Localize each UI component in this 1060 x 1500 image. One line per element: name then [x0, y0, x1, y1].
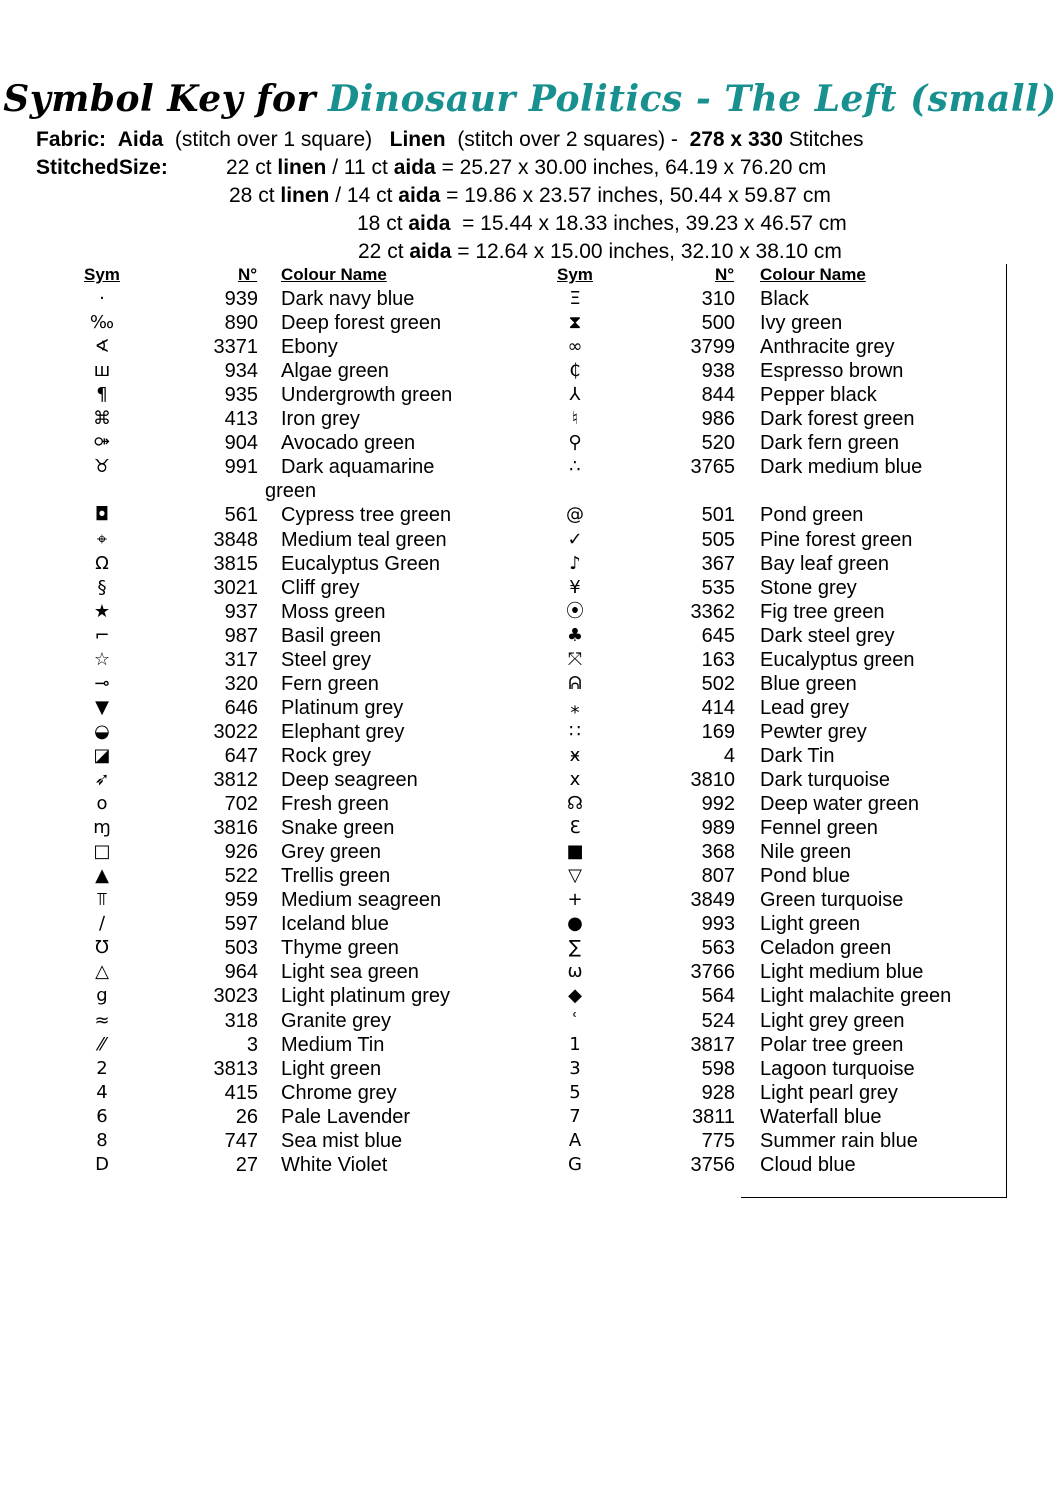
- floss-number: 310: [701, 288, 735, 310]
- header-num-left: N°: [238, 265, 258, 284]
- colour-name: Pond blue: [760, 865, 851, 888]
- floss-number: 987: [224, 624, 258, 647]
- floss-number: 500: [701, 312, 735, 335]
- colour-name: Medium seagreen: [281, 889, 442, 912]
- symbol-glyph: ▽: [568, 865, 582, 887]
- floss-number: 3817: [690, 1033, 735, 1056]
- floss-number: 503: [224, 937, 258, 960]
- colour-name: Dark fern green: [760, 432, 899, 455]
- symbol-glyph: ¥: [569, 576, 581, 598]
- colour-name: Light green: [281, 1057, 382, 1080]
- colour-name: Sea mist blue: [281, 1129, 403, 1152]
- header-num-right: N°: [715, 265, 735, 284]
- symbol-glyph: ɱ: [93, 817, 111, 839]
- colour-name: Lagoon turquoise: [760, 1057, 915, 1080]
- floss-number: 3815: [213, 552, 258, 575]
- floss-number: 890: [224, 312, 258, 335]
- floss-number: 524: [701, 1009, 735, 1032]
- colour-name: Cloud blue: [760, 1153, 856, 1176]
- symbol-glyph: D: [95, 1153, 109, 1175]
- colour-name: Anthracite grey: [760, 336, 895, 359]
- fabric-type: linen: [277, 156, 327, 179]
- symbol-glyph: ω: [567, 961, 583, 983]
- table-border-bottom: [741, 1197, 1007, 1198]
- symbol-glyph: ∴: [569, 456, 581, 478]
- colour-name: Espresso brown: [760, 360, 904, 383]
- floss-number: 414: [701, 696, 735, 719]
- floss-number: 3362: [690, 600, 735, 623]
- floss-number: 3811: [691, 1105, 735, 1128]
- colour-name: Deep water green: [760, 793, 919, 816]
- colour-name: Avocado green: [281, 432, 416, 455]
- floss-number: 702: [224, 793, 258, 816]
- fabric-type: aida: [408, 212, 451, 235]
- fabric-line: [36, 128, 864, 152]
- fabric-type: linen: [280, 184, 330, 207]
- header-sym-left: Sym: [84, 265, 120, 284]
- symbol-glyph: △: [95, 961, 109, 983]
- fabric-aida: Aida: [117, 128, 164, 151]
- colour-name: Rock grey: [281, 744, 372, 767]
- header-sym-right: Sym: [557, 265, 593, 284]
- symbol-glyph: 7: [569, 1105, 581, 1127]
- symbol-glyph: ▼: [95, 696, 109, 718]
- colour-name: Iceland blue: [281, 913, 389, 936]
- floss-number: 3810: [690, 769, 735, 791]
- symbol-glyph: ց: [96, 985, 108, 1007]
- floss-number: 564: [701, 985, 735, 1008]
- size-text: 22 ct: [358, 240, 410, 263]
- floss-number: 904: [224, 432, 258, 455]
- floss-number: 163: [701, 648, 735, 671]
- colour-name: Black: [760, 288, 809, 310]
- symbol-glyph: Ω: [95, 552, 109, 574]
- floss-number: 368: [701, 841, 735, 864]
- symbol-glyph: 5: [569, 1081, 581, 1103]
- symbol-glyph: ∑: [568, 937, 582, 959]
- floss-number: 26: [235, 1105, 258, 1128]
- symbol-glyph: ✓: [567, 528, 583, 550]
- colour-name: Light pearl grey: [760, 1081, 898, 1104]
- colour-name: Ebony: [281, 336, 338, 359]
- floss-number: 937: [224, 600, 258, 623]
- symbol-glyph: ◪: [93, 744, 111, 766]
- table-border-right: [1006, 264, 1007, 1198]
- floss-number: 561: [224, 504, 258, 527]
- size-text: 18 ct: [357, 212, 409, 235]
- floss-number: 597: [224, 913, 258, 936]
- floss-number: 775: [701, 1129, 735, 1152]
- colour-name: Chrome grey: [281, 1081, 397, 1104]
- colour-name: Cypress tree green: [281, 504, 452, 527]
- colour-name: Pond green: [760, 504, 864, 527]
- colour-name: Fresh green: [281, 793, 389, 816]
- colour-name: Deep forest green: [281, 312, 442, 335]
- floss-number: 317: [224, 648, 258, 671]
- symbol-glyph: Ξ: [569, 288, 581, 309]
- symbol-glyph: ◆: [568, 985, 582, 1007]
- floss-number: 647: [224, 744, 258, 767]
- symbol-glyph: @: [566, 504, 584, 526]
- floss-number: 3849: [690, 889, 735, 912]
- title-prefix: Symbol Key for: [3, 78, 317, 120]
- colour-name: Ivy green: [760, 312, 843, 335]
- colour-name: Dark navy blue: [281, 288, 415, 310]
- floss-number: 992: [701, 793, 735, 816]
- floss-number: 4: [723, 744, 735, 767]
- colour-name: Undergrowth green: [281, 384, 453, 407]
- fabric-type: aida: [409, 240, 452, 263]
- stitched-size-line: [358, 240, 842, 264]
- header-name-right: Colour Name: [760, 265, 866, 284]
- colour-name: Light medium blue: [760, 961, 924, 984]
- floss-number: 646: [224, 696, 258, 719]
- symbol-glyph: ∞: [567, 336, 583, 358]
- colour-name: Cliff grey: [281, 576, 360, 599]
- symbol-glyph: ∕: [98, 913, 106, 935]
- colour-name: Fern green: [281, 672, 379, 695]
- stitched-size-line: [357, 212, 847, 236]
- floss-number: 938: [701, 360, 735, 383]
- symbol-glyph: ⫪: [96, 889, 108, 911]
- symbol-glyph: ш: [93, 360, 111, 382]
- symbol-glyph: ¶: [96, 384, 108, 406]
- colour-name: Stone grey: [760, 576, 857, 599]
- symbol-glyph: x: [569, 769, 581, 790]
- colour-name: Bay leaf green: [760, 552, 889, 575]
- floss-number: 993: [701, 913, 735, 936]
- colour-name: Light grey green: [760, 1009, 905, 1032]
- symbol-glyph: ■: [566, 841, 584, 863]
- stitch-count: 278 x 330: [689, 128, 783, 151]
- colour-name: Pine forest green: [760, 528, 913, 551]
- colour-name: Medium Tin: [281, 1033, 385, 1056]
- colour-name: Trellis green: [281, 865, 391, 888]
- colour-name: Lead grey: [760, 696, 849, 719]
- floss-number: 501: [701, 504, 735, 527]
- floss-number: 563: [701, 937, 735, 960]
- fabric-label: Fabric:: [36, 128, 107, 151]
- colour-name: Eucalyptus green: [760, 648, 915, 671]
- floss-number: 535: [701, 576, 735, 599]
- floss-number: 928: [701, 1081, 735, 1104]
- colour-name: Platinum grey: [281, 696, 404, 719]
- colour-name: Blue green: [760, 672, 857, 695]
- symbol-glyph: ⧗: [568, 312, 582, 334]
- size-text: / 11 ct: [326, 156, 394, 179]
- colour-name: Basil green: [281, 624, 382, 647]
- symbol-glyph: ★: [93, 600, 111, 622]
- size-text: = 15.44 x 18.33 inches, 39.23 x 46.57 cm: [450, 212, 847, 235]
- symbol-glyph: ʿ: [572, 1009, 578, 1031]
- colour-name: White Violet: [281, 1153, 388, 1176]
- floss-number: 934: [224, 360, 258, 383]
- floss-number: 598: [701, 1057, 735, 1080]
- floss-number: 3813: [213, 1057, 258, 1080]
- symbol-glyph: ▲: [95, 865, 109, 887]
- symbol-glyph: §: [97, 576, 107, 598]
- colour-name: Thyme green: [281, 937, 399, 960]
- floss-number: 3756: [690, 1153, 735, 1176]
- colour-name: Fig tree green: [760, 600, 885, 623]
- colour-name: Granite grey: [281, 1009, 392, 1032]
- fabric-linen-note: (stitch over 2 squares) -: [457, 128, 678, 151]
- floss-number: 991: [224, 456, 258, 479]
- symbol-glyph: ⅄: [569, 384, 581, 406]
- symbol-glyph: ⦿: [566, 600, 584, 622]
- colour-name: Dark Tin: [760, 744, 835, 767]
- fabric-aida-note: (stitch over 1 square): [174, 128, 373, 151]
- colour-name: Iron grey: [281, 408, 360, 431]
- symbol-glyph: A: [568, 1129, 582, 1151]
- symbol-glyph: +: [567, 889, 583, 911]
- colour-name: Grey green: [281, 841, 382, 864]
- symbol-glyph: ‰: [89, 312, 115, 334]
- colour-name: Green turquoise: [760, 889, 904, 912]
- symbol-glyph: ·: [99, 288, 105, 309]
- symbol-glyph: 1: [569, 1033, 581, 1055]
- colour-name-continued: green: [265, 480, 317, 503]
- floss-number: 3812: [213, 769, 258, 791]
- floss-number: 169: [701, 720, 735, 743]
- size-text: = 25.27 x 30.00 inches, 64.19 x 76.20 cm: [435, 156, 827, 179]
- symbol-glyph: 2: [96, 1057, 108, 1079]
- symbol-glyph: Ɛ: [569, 817, 581, 839]
- symbol-glyph: ⌘: [93, 408, 111, 430]
- floss-number: 645: [701, 624, 735, 647]
- colour-name: Algae green: [281, 360, 389, 383]
- colour-name: Moss green: [281, 600, 386, 623]
- stitched-size-label: StitchedSize:: [36, 156, 168, 179]
- floss-number: 3021: [213, 576, 258, 599]
- colour-name: Fennel green: [760, 817, 878, 840]
- colour-name: Pale Lavender: [281, 1105, 410, 1128]
- page-title: [0, 78, 1060, 120]
- symbol-glyph: Ʊ: [95, 937, 109, 959]
- floss-number: 3816: [213, 817, 258, 840]
- stitched-size-line: [229, 184, 831, 208]
- symbol-glyph: ∢: [94, 336, 110, 358]
- colour-name: Eucalyptus Green: [281, 552, 440, 575]
- size-text: 22 ct: [226, 156, 278, 179]
- colour-name: Polar tree green: [760, 1033, 904, 1056]
- symbol-glyph: ⚩: [94, 432, 110, 454]
- colour-name: Light malachite green: [760, 985, 952, 1008]
- symbol-glyph: ⌖: [96, 528, 108, 550]
- stitch-label: Stitches: [788, 128, 864, 151]
- colour-name: Dark aquamarine: [281, 456, 435, 479]
- colour-name: Dark medium blue: [760, 456, 923, 479]
- floss-number: 505: [701, 528, 735, 551]
- symbol-glyph: ⚲: [568, 432, 582, 454]
- fabric-type: aida: [393, 156, 436, 179]
- floss-number: 502: [701, 672, 735, 695]
- colour-name: Elephant grey: [281, 720, 405, 743]
- floss-number: 318: [224, 1009, 258, 1032]
- colour-name: Dark steel grey: [760, 624, 895, 647]
- size-text: 28 ct: [229, 184, 281, 207]
- size-text: = 19.86 x 23.57 inches, 50.44 x 59.87 cm: [440, 184, 831, 207]
- symbol-glyph: ⤧: [567, 648, 583, 670]
- colour-name: Celadon green: [760, 937, 892, 960]
- symbol-glyph: ⁄⁄: [98, 1033, 105, 1055]
- fabric-linen: Linen: [389, 128, 446, 151]
- colour-name: Light green: [760, 913, 861, 936]
- colour-name: Light sea green: [281, 961, 419, 984]
- symbol-glyph: ∷: [569, 720, 581, 742]
- floss-number: 522: [224, 865, 258, 888]
- floss-number: 939: [224, 288, 258, 310]
- floss-number: 3: [246, 1033, 258, 1056]
- symbol-glyph: G: [568, 1153, 582, 1175]
- symbol-glyph: ☊: [567, 793, 583, 815]
- symbol-glyph: ⁎: [570, 696, 580, 718]
- colour-name: Deep seagreen: [281, 769, 418, 791]
- colour-name: Medium teal green: [281, 528, 447, 551]
- floss-number: 986: [701, 408, 735, 431]
- colour-name: Light platinum grey: [281, 985, 450, 1008]
- colour-name: Snake green: [281, 817, 395, 840]
- stitched-size-label-line: [36, 156, 168, 180]
- colour-name: Pewter grey: [760, 720, 867, 743]
- symbol-glyph: ☆: [93, 648, 111, 670]
- colour-name: Waterfall blue: [760, 1105, 882, 1128]
- symbol-glyph: ◒: [94, 720, 110, 742]
- symbol-glyph: ӿ: [569, 744, 581, 766]
- size-text: = 12.64 x 15.00 inches, 32.10 x 38.10 cm: [451, 240, 842, 263]
- symbol-glyph: ⌐: [94, 624, 110, 646]
- floss-number: 3799: [690, 336, 735, 359]
- floss-number: 367: [701, 552, 735, 575]
- symbol-glyph: ♣: [566, 624, 584, 646]
- header-name-left: Colour Name: [281, 265, 387, 284]
- colour-name: Steel grey: [281, 648, 372, 671]
- floss-number: 415: [224, 1081, 258, 1104]
- symbol-glyph: 3: [569, 1057, 581, 1079]
- symbol-glyph: ♪: [569, 552, 581, 574]
- pattern-name: Dinosaur Politics - The Left (small): [328, 78, 1057, 120]
- floss-number: 27: [235, 1153, 258, 1176]
- floss-number: 935: [224, 384, 258, 407]
- symbol-glyph: ●: [567, 913, 583, 935]
- symbol-glyph: ≈: [94, 1009, 110, 1031]
- symbol-glyph: ᕱ: [568, 672, 582, 694]
- colour-name: Dark forest green: [760, 408, 915, 431]
- symbol-glyph: 8: [96, 1129, 108, 1151]
- symbol-glyph: ➶: [94, 769, 110, 790]
- colour-name: Dark turquoise: [760, 769, 891, 791]
- floss-number: 747: [224, 1129, 258, 1152]
- symbol-glyph: ₵: [569, 360, 581, 382]
- floss-number: 3023: [213, 985, 258, 1008]
- floss-number: 320: [224, 672, 258, 695]
- floss-number: 844: [701, 384, 735, 407]
- colour-name: Nile green: [760, 841, 852, 864]
- stitched-size-line: [226, 156, 826, 180]
- floss-number: 964: [224, 961, 258, 984]
- floss-number: 3371: [213, 336, 258, 359]
- floss-number: 413: [224, 408, 258, 431]
- floss-number: 3765: [690, 456, 735, 479]
- fabric-type: aida: [398, 184, 441, 207]
- floss-number: 926: [224, 841, 258, 864]
- symbol-glyph: 6: [96, 1105, 108, 1127]
- colour-name: Summer rain blue: [760, 1129, 918, 1152]
- symbol-glyph: o: [96, 793, 108, 815]
- floss-number: 989: [701, 817, 735, 840]
- floss-number: 959: [224, 889, 258, 912]
- floss-number: 3022: [213, 720, 258, 743]
- size-text: / 14 ct: [329, 184, 399, 207]
- symbol-glyph: ⊸: [94, 672, 110, 694]
- floss-number: 3848: [213, 528, 258, 551]
- floss-number: 3766: [690, 961, 735, 984]
- symbol-glyph: 4: [96, 1081, 108, 1103]
- symbol-glyph: □: [93, 841, 111, 863]
- floss-number: 807: [701, 865, 735, 888]
- colour-name: Pepper black: [760, 384, 877, 407]
- symbol-glyph: ♉: [93, 456, 111, 478]
- symbol-glyph: ♮: [571, 408, 579, 430]
- floss-number: 520: [701, 432, 735, 455]
- symbol-glyph: ◘: [94, 504, 110, 526]
